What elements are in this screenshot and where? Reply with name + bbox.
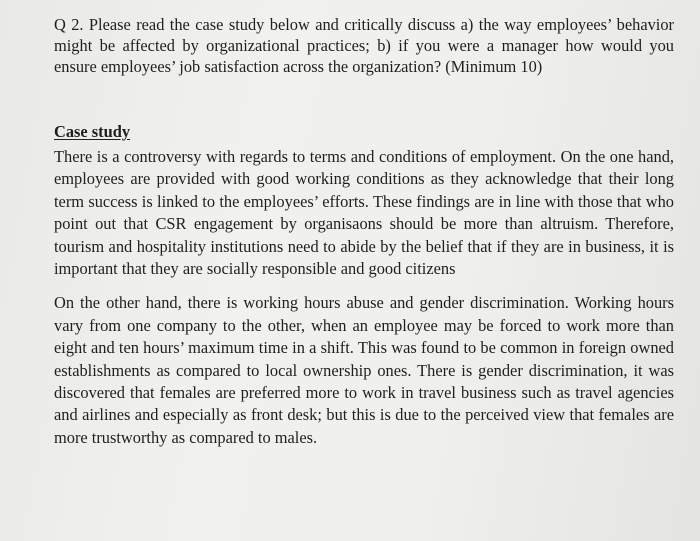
question-text: Q 2. Please read the case study below and critically discuss a) the way employees’ behavior might be affected by organizational practices; b) if you were a manager how would you ensure employees’ job satisfaction across the organization? (Minimum 10): [54, 15, 674, 76]
case-study-heading: Case study: [54, 122, 131, 141]
case-study-paragraph-2: On the other hand, there is working hours abuse and gender discrimination. Working hours vary from one company to the other, when an employee may be forced to work more than eight and ten hours’ maximum time in a shift. This was found to be common in foreign owned establishments as compared to local ownership ones. There is gender discrimination, it was discovered that females are preferred more to work in travel business such as travel agencies and airlines and especially as front desk; but this is due to the perceived view that females are more trustworthy as compared to males.: [54, 293, 674, 447]
case-study-paragraph-1: There is a controversy with regards to terms and conditions of employment. On the one hand, employees are provided with good working conditions as they acknowledge that their long term success is linked to the employees’ efforts. These findings are in line with those that who point out that CSR engagement by organisaons should be more than altruism. Therefore, tourism and hospitality institutions need to abide by the belief that if they are in business, it is important that they are socially responsible and good citizens: [54, 147, 674, 279]
document-page: [54, 14, 674, 449]
